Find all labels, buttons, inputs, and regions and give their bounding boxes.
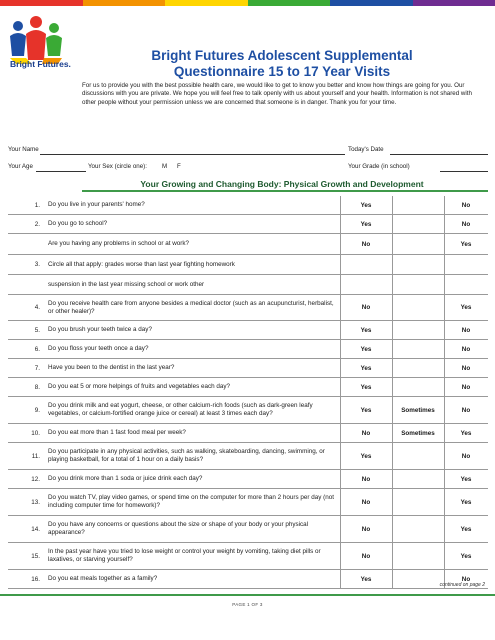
question-text: Do you eat more than 1 fast food meal per week? [48,429,186,436]
column-divider [444,378,445,396]
answer-option[interactable]: Yes [360,327,372,334]
column-divider [340,295,341,320]
stripe-segment [83,0,166,6]
answer-option[interactable]: Yes [460,241,472,248]
column-divider [444,424,445,442]
question-number: 16. [31,576,40,583]
table-row [8,489,488,516]
section-divider [82,190,488,192]
answer-option[interactable]: Yes [460,476,472,483]
answer-option[interactable]: Yes [460,553,472,560]
answer-option[interactable]: No [361,476,371,483]
answer-option[interactable]: No [361,241,371,248]
title-line-1: Bright Futures Adolescent Supplemental [151,48,413,63]
answer-option[interactable]: No [361,553,371,560]
column-divider [392,255,393,274]
question-number: 2. [34,221,40,228]
column-divider [444,295,445,320]
question-text: Circle all that apply: grades worse than last year fighting homework [48,261,235,268]
intro-paragraph: For us to provide you with the best possible health care, we would like to get to know you better and know how things are going for you. Our discussions with you are private. We hope you will feel free to talk openly with us about yourself and your health. Information is not shared with other people without your permission unless we are concerned that someone is in danger. Thank you for your time. [82,82,472,106]
column-divider [340,255,341,274]
answer-option[interactable]: Yes [360,407,372,414]
column-divider [392,234,393,254]
column-divider [444,489,445,515]
column-divider [340,340,341,358]
answer-option[interactable]: No [361,304,371,311]
table-row [8,321,488,340]
question-text: Do you eat meals together as a family? [48,575,158,582]
answer-option[interactable]: No [461,453,471,460]
question-number: 14. [31,526,40,533]
column-divider [340,275,341,294]
table-row [8,234,488,255]
column-divider [444,275,445,294]
answer-option[interactable]: No [461,384,471,391]
table-row [8,543,488,570]
title-line-2: Questionnaire 15 to 17 Year Visits [173,64,391,79]
question-number: 11. [31,453,40,460]
question-number: 12. [31,476,40,483]
table-row [8,275,488,295]
answer-option[interactable]: No [461,365,471,372]
sex-label: Your Sex (circle one): [88,163,147,170]
question-text: Do you eat 5 or more helpings of fruits and vegetables each day? [48,383,231,390]
question-text: Do you participate in any physical activities, such as walking, skateboarding, dancing, swimming, or playing basketball, for a total of 1 hour on a daily basis? [48,448,325,464]
question-text: Do you brush your teeth twice a day? [48,326,152,333]
column-divider [340,470,341,488]
question-number: 5. [34,327,40,334]
name-date-row [8,146,488,156]
footer-divider [0,594,495,596]
table-row [8,215,488,234]
column-divider [392,321,393,339]
answer-option[interactable]: Yes [460,304,472,311]
answer-option[interactable]: No [461,202,471,209]
column-divider [392,295,393,320]
table-row [8,196,488,215]
stripe-segment [165,0,248,6]
question-text: Do you drink milk and eat yogurt, cheese, or other calcium-rich foods (such as dark-green leafy vegetables, or calcium-fortified orange juice or cereal) at least 3 times each day? [48,402,313,418]
question-number: 15. [31,553,40,560]
answer-option[interactable]: Yes [460,526,472,533]
column-divider [392,397,393,423]
answer-option[interactable]: Yes [360,576,372,583]
table-row [8,359,488,378]
column-divider [340,196,341,214]
question-text: Have you been to the dentist in the last year? [48,364,175,371]
column-divider [392,215,393,233]
column-divider [340,378,341,396]
question-text: Do you drink more than 1 soda or juice drink each day? [48,475,203,482]
color-stripe [0,0,495,6]
column-divider [444,397,445,423]
column-divider [444,543,445,569]
name-field[interactable] [40,154,345,155]
column-divider [340,570,341,588]
question-number: 3. [34,261,40,268]
answer-option[interactable]: Yes [360,453,372,460]
column-divider [340,359,341,377]
answer-option[interactable]: Yes [460,499,472,506]
column-divider [444,340,445,358]
table-row [8,397,488,424]
answer-option[interactable]: Yes [360,365,372,372]
column-divider [340,215,341,233]
answer-option[interactable]: No [361,499,371,506]
question-number: 4. [34,304,40,311]
column-divider [392,196,393,214]
answer-option[interactable]: Yes [360,221,372,228]
answer-option[interactable]: No [461,221,471,228]
page-title [82,48,482,80]
question-number: 10. [31,430,40,437]
column-divider [392,275,393,294]
column-divider [392,359,393,377]
question-text: In the past year have you tried to lose weight or control your weight by vomiting, taking diet pills or laxatives, or starving yourself? [48,548,321,564]
question-text: Do you live in your parents' home? [48,201,145,208]
age-label: Your Age [8,163,33,170]
table-row [8,516,488,543]
question-number: 13. [31,499,40,506]
column-divider [340,397,341,423]
question-number: 8. [34,384,40,391]
stripe-segment [248,0,331,6]
name-label: Your Name [8,146,39,153]
column-divider [392,443,393,469]
table-row [8,424,488,443]
answer-option[interactable]: No [461,407,471,414]
grade-label: Your Grade (in school) [348,163,410,170]
question-text: Are you having any problems in school or at work? [48,240,190,247]
answer-option[interactable]: Yes [360,384,372,391]
column-divider [340,543,341,569]
date-label: Today's Date [348,146,384,153]
question-text: Do you watch TV, play video games, or spend time on the computer for more than 2 hours per day (not including computer time for homework)? [48,494,334,510]
continued-note: continued on page 2 [439,582,485,588]
question-number: 7. [34,365,40,372]
date-field[interactable] [390,154,488,155]
column-divider [444,443,445,469]
stripe-segment [330,0,413,6]
column-divider [340,489,341,515]
stripe-segment [0,0,83,6]
column-divider [444,359,445,377]
column-divider [392,516,393,542]
table-row [8,255,488,275]
page-number: PAGE 1 OF 3 [232,602,263,607]
column-divider [444,215,445,233]
age-sex-grade-row [8,163,488,173]
question-number: 6. [34,346,40,353]
logo-wordmark: Bright Futures. [10,59,71,69]
column-divider [340,516,341,542]
answer-option[interactable]: No [461,327,471,334]
sex-option-m[interactable]: M [162,163,168,170]
question-text: Do you have any concerns or questions about the size or shape of your body or your physical appearance? [48,521,309,537]
section-title: Your Growing and Changing Body: Physical Growth and Development [140,179,424,189]
column-divider [392,470,393,488]
answer-option[interactable]: No [461,576,471,583]
column-divider [392,570,393,588]
column-divider [392,424,393,442]
question-number: 1. [34,202,40,209]
answer-option[interactable]: Yes [360,346,372,353]
column-divider [340,234,341,254]
table-row [8,443,488,470]
column-divider [340,443,341,469]
table-row [8,470,488,489]
column-divider [444,321,445,339]
answer-option[interactable]: Yes [460,430,472,437]
sex-option-f[interactable]: F [177,163,181,170]
stripe-segment [413,0,495,6]
question-text: Do you receive health care from anyone besides a medical doctor (such as an acupuncturist, herbalist, or other healer)? [48,300,334,316]
column-divider [444,234,445,254]
age-field[interactable] [36,171,86,172]
answer-option[interactable]: Sometimes [401,430,435,437]
question-text: Do you go to school? [48,220,108,227]
table-row [8,378,488,397]
column-divider [392,543,393,569]
column-divider [444,196,445,214]
column-divider [392,489,393,515]
answer-option[interactable]: No [461,346,471,353]
column-divider [392,378,393,396]
table-row [8,340,488,359]
question-text: Do you floss your teeth once a day? [48,345,149,352]
answer-option[interactable]: Sometimes [401,407,435,414]
column-divider [340,321,341,339]
column-divider [444,516,445,542]
question-number: 9. [34,407,40,414]
table-row [8,570,488,589]
column-divider [392,340,393,358]
answer-option[interactable]: No [361,526,371,533]
question-text: suspension in the last year missing school or work other [48,281,205,288]
column-divider [444,470,445,488]
table-row [8,295,488,321]
column-divider [340,424,341,442]
answer-option[interactable]: Yes [360,202,372,209]
grade-field[interactable] [440,171,488,172]
column-divider [444,255,445,274]
answer-option[interactable]: No [361,430,371,437]
